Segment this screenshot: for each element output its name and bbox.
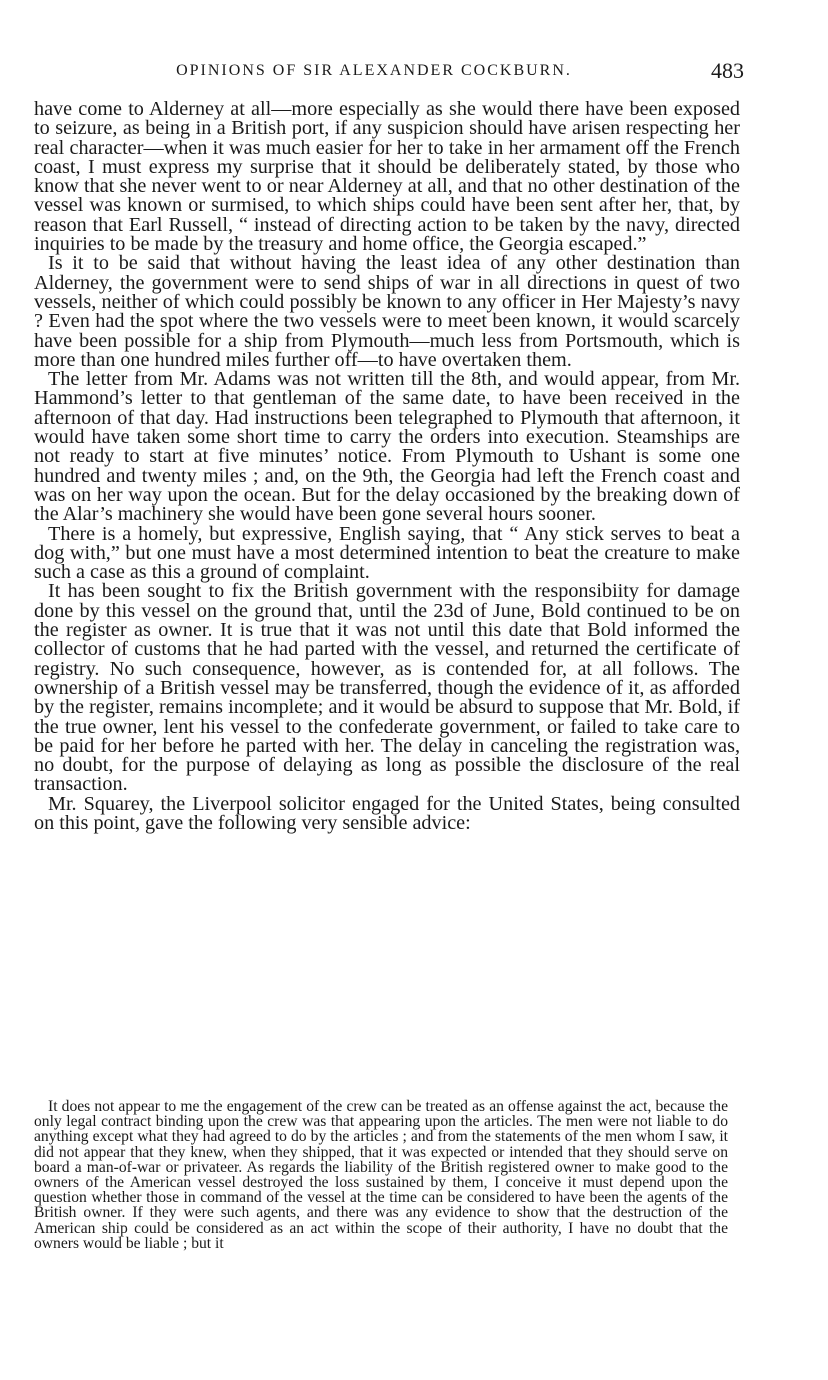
- paragraph-continued: have come to Alderney at all—more especially as she would there have been exposed to seizure, as being in a British port, if any suspicion should have arisen respecting her real character—when it was much easier for her to take in her armament off the French coast, I must express my surprise that it should be deliberately stated, by those who know that she never went to or near Alderney at all, and that no other destination of the vessel was known or surmised, to which ships could have been sent after her, that, by reason that Earl Russell, “ instead of directing action to be taken by the navy, directed inquiries to be made by the treasury and home office, the Georgia escaped.”: [34, 98, 740, 256]
- running-title: OPINIONS OF SIR ALEXANDER COCKBURN.: [176, 62, 572, 79]
- paragraph-homely-saying: There is a homely, but expressive, English saying, that “ Any stick serves to beat a dog with,” but one must have a most determined intention to beat the creature to make such a case as this a ground of complaint.: [34, 522, 740, 584]
- block-quote: [34, 1099, 728, 1251]
- running-head: [34, 58, 744, 84]
- paragraph-responsibility: It has been sought to fix the British government with the responsibiity for damage done by this vessel on the ground that, until the 23d of June, Bold continued to be on the register as owner. It is true that it was not until this date that Bold informed the collector of customs that he had parted with the vessel, and returned the certificate of registry. No such consequence, however, as is contended for, at all follows. The ownership of a British vessel may be transferred, though the evidence of it, as afforded by the register, remains incomplete; and it would be absurd to suppose that Mr. Bold, if the true owner, lent his vessel to the confederate government, or failed to take care to be paid for her before he parted with her. The delay in canceling the registration was, no doubt, for the purpose of delaying as long as possible the disclosure of the real transaction.: [34, 580, 740, 796]
- paragraph-squarey: Mr. Squarey, the Liverpool solicitor engaged for the United States, being consulted on this point, gave the following very sensible advice:: [34, 792, 740, 834]
- paragraph-destination: Is it to be said that without having the least idea of any other destination than Alderney, the government were to send ships of war in all directions in quest of two vessels, neither of which could possibly be known to any officer in Her Majesty’s navy ? Even had the spot where the two vessels were to meet been known, it would scarcely have been possible for a ship from Plymouth—much less from Portsmouth, which is more than one hundred miles further off—to have overtaken them.: [34, 252, 740, 371]
- page-number: 483: [711, 58, 744, 83]
- paragraph-adams-letter: The letter from Mr. Adams was not written till the 8th, and would appear, from Mr. Hammond’s letter to that gentleman of the same date, to have been received in the afternoon of that day. Had instructions been telegraphed to Plymouth that afternoon, it would have taken some short time to carry the orders into execution. Steamships are not ready to start at five minutes’ notice. From Plymouth to Ushant is some one hundred and twenty miles ; and, on the 9th, the Georgia had left the French coast and was on her way upon the ocean. But for the delay occasioned by the breaking down of the Alar’s machinery she would have been gone several hours sooner.: [34, 368, 740, 526]
- quote-text: It does not appear to me the engagement of the crew can be treated as an offense against the act, because the only legal contract binding upon the crew was that appearing upon the articles. The men were not liable to do anything except what they had agreed to do by the articles ; and from the statements of the men whom I saw, it did not appear that they knew, when they shipped, that it was expected or intended that they should serve on board a man-of-war or privateer. As regards the liability of the British registered owner to make good to the owners of the American vessel destroyed the loss sustained by them, I conceive it must depend upon the question whether those in command of the vessel at the time can be considered to have been the agents of the British owner. If they were such agents, and there was any evidence to show that the destruction of the American ship could be considered as an act within the scope of their authority, I have no doubt that the owners would be liable ; but it: [34, 1098, 728, 1252]
- body-text: [34, 100, 740, 833]
